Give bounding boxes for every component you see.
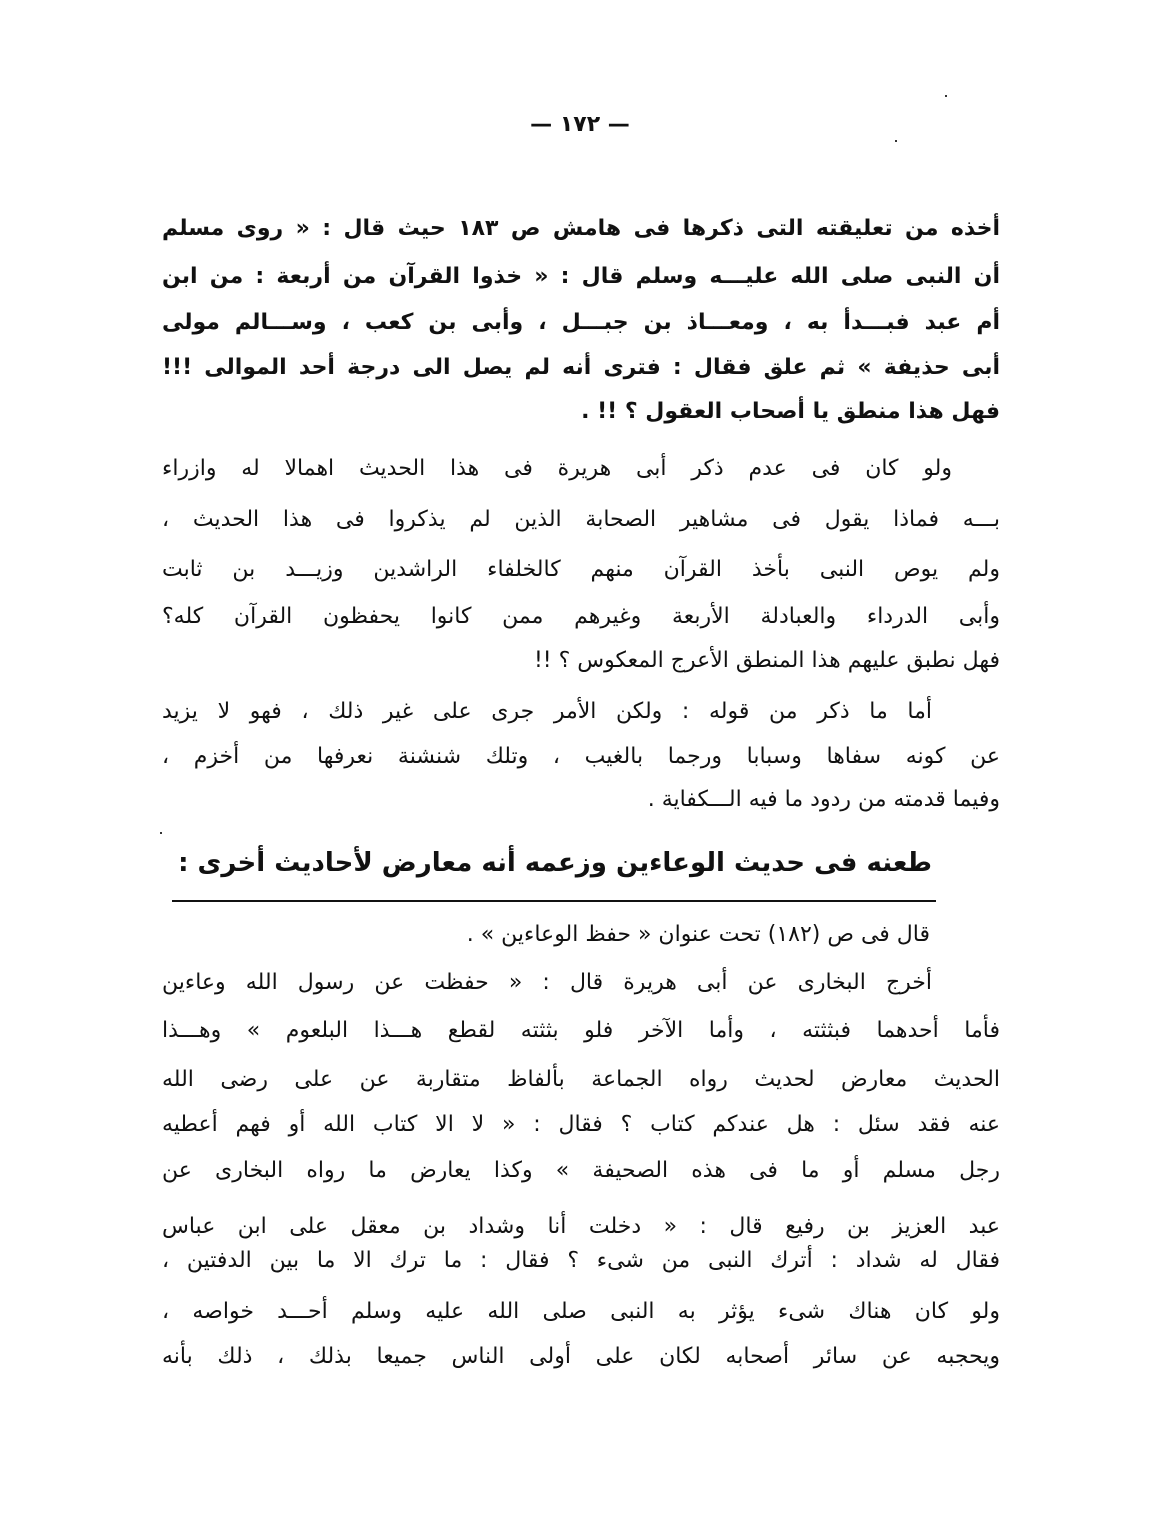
heading-underline [172, 900, 936, 902]
text-line: قال فى ص (١٨٢) تحت عنوان « حفظ الوعاءين » . [466, 922, 930, 947]
text-line: أخرج البخارى عن أبى هريرة قال : « حفظت عن رسول الله وعاءين [162, 970, 932, 995]
text-line: فقال له شداد : أترك النبى من شىء ؟ فقال : ما ترك الا ما بين الدفتين ، [162, 1248, 1000, 1273]
text-line: ولم يوص النبى بأخذ القرآن منهم كالخلفاء الراشدين وزيـــد بن ثابت [162, 557, 1000, 582]
text-line: وأبى الدرداء والعبادلة الأربعة وغيرهم ممن كانوا يحفظون القرآن كله؟ [162, 604, 1000, 629]
text-line: عبد العزيز بن رفيع قال : « دخلت أنا وشداد بن معقل على ابن عباس [162, 1214, 1000, 1239]
text-line: عن كونه سفاها وسبابا ورجما بالغيب ، وتلك شنشنة نعرفها من أخزم ، [162, 744, 1000, 769]
text-line: ولو كان فى عدم ذكر أبى هريرة فى هذا الحديث اهمالا له وازراء [162, 456, 952, 481]
text-line: أن النبى صلى الله عليـــه وسلم قال : « خذوا القرآن من أربعة : من ابن [162, 264, 1000, 289]
text-line: رجل مسلم أو ما فى هذه الصحيفة » وكذا يعارض ما رواه البخارى عن [162, 1158, 1000, 1183]
text-line: فهل نطبق عليهم هذا المنطق الأعرج المعكوس ؟ !! [533, 648, 1000, 673]
text-line: أبى حذيفة » ثم علق فقال : فترى أنه لم يصل الى درجة أحد الموالى !!! [162, 355, 1000, 380]
text-line: ويحجبه عن سائر أصحابه لكان على أولى الناس جميعا بذلك ، ذلك بأنه [162, 1344, 1000, 1369]
text-line: الحديث معارض لحديث رواه الجماعة بألفاظ متقاربة عن على رضى الله [162, 1067, 1000, 1092]
text-line: أخذه من تعليقته التى ذكرها فى هامش ص ١٨٣ حيث قال : « روى مسلم [162, 216, 1000, 241]
text-line: وفيما قدمته من ردود ما فيه الـــكفاية . [647, 787, 1000, 812]
page-number: — ١٧٢ — [530, 112, 630, 137]
text-line: عنه فقد سئل : هل عندكم كتاب ؟ فقال : « لا الا كتاب الله أو فهم أعطيه [162, 1112, 1000, 1137]
text-line: بـــه فماذا يقول فى مشاهير الصحابة الذين لم يذكروا فى هذا الحديث ، [162, 507, 1000, 532]
text-line: أما ما ذكر من قوله : ولكن الأمر جرى على غير ذلك ، فهو لا يزيد [162, 699, 932, 724]
text-line: فأما أحدهما فبثثته ، وأما الآخر فلو بثثته لقطع هـــذا البلعوم » وهـــذا [162, 1018, 1000, 1043]
scan-speck [895, 140, 897, 142]
text-line: ولو كان هناك شىء يؤثر به النبى صلى الله عليه وسلم أحـــد خواصه ، [162, 1299, 1000, 1324]
section-heading: طعنه فى حديث الوعاءين وزعمه أنه معارض لأحاديث أخرى : [178, 848, 932, 878]
text-line: فهل هذا منطق يا أصحاب العقول ؟ !! . [581, 399, 1000, 424]
text-line: أم عبد فبـــدأ به ، ومعـــاذ بن جبـــل ، وأبى بن كعب ، وســـالم مولى [162, 310, 1000, 335]
scan-speck [945, 95, 947, 97]
scan-speck [160, 832, 162, 834]
